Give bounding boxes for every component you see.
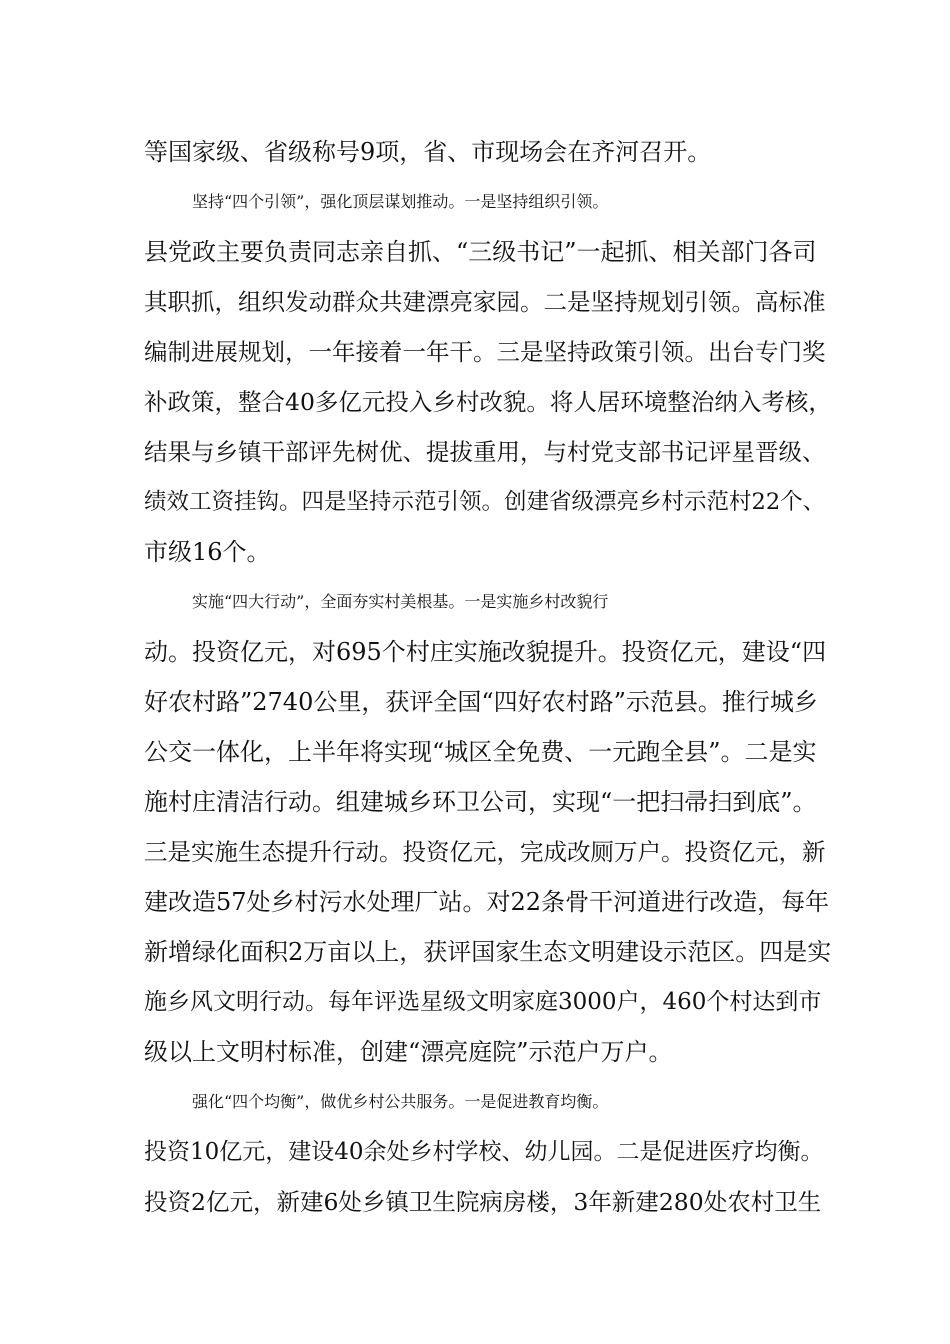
text-line: 施乡风文明行动。每年评选星级文明家庭3000户，460个村达到市 <box>144 989 822 1015</box>
text-line: 县党政主要负责同志亲自抓、“三级书记”一起抓、相关部门各司 <box>144 238 817 266</box>
text-line: 市级16个。 <box>144 538 271 566</box>
text-line: 编制进展规划，一年接着一年干。三是坚持政策引领。出台专门奖 <box>144 338 826 366</box>
paragraph-first-line: 强化“四个均衡”，做优乡村公共服务。一是促进教育均衡。 <box>192 1092 609 1111</box>
text-line: 绩效工资挂钩。四是坚持示范引领。创建省级漂亮乡村示范村22个、 <box>144 489 826 515</box>
text-line: 好农村路”2740公里，获评全国“四好农村路”示范县。推行城乡 <box>144 688 818 716</box>
text-line: 等国家级、省级称号9项，省、市现场会在齐河召开。 <box>144 138 712 166</box>
text-line: 补政策，整合40多亿元投入乡村改貌。将人居环境整治纳入考核， <box>144 388 832 416</box>
text-line: 投资10亿元，建设40余处乡村学校、幼儿园。二是促进医疗均衡。 <box>144 1139 824 1165</box>
paragraph-first-line: 实施“四大行动”，全面夯实村美根基。一是实施乡村改貌行 <box>192 592 609 611</box>
text-line: 结果与乡镇干部评先树优、提拔重用，与村党支部书记评星晋级、 <box>144 438 826 466</box>
text-line: 级以上文明村标准，创建“漂亮庭院”示范户万户。 <box>144 1038 673 1066</box>
text-line: 其职抓，组织发动群众共建漂亮家园。二是坚持规划引领。高标准 <box>144 288 826 316</box>
text-line: 三是实施生态提升行动。投资亿元，完成改厕万户。投资亿元，新 <box>144 838 826 866</box>
text-line: 投资2亿元，新建6处乡镇卫生院病房楼，3年新建280处农村卫生 <box>144 1188 822 1216</box>
text-line: 新增绿化面积2万亩以上，获评国家生态文明建设示范区。四是实 <box>144 938 832 966</box>
text-line: 建改造57处乡村污水处理厂站。对22条骨干河道进行改造，每年 <box>144 888 830 916</box>
text-line: 动。投资亿元，对695个村庄实施改貌提升。投资亿元，建设“四 <box>144 638 827 666</box>
text-line: 公交一体化，上半年将实现“城区全免费、一元跑全县”。二是实 <box>144 738 817 766</box>
text-line: 施村庄清洁行动。组建城乡环卫公司，实现“一把扫帚扫到底”。 <box>144 788 817 816</box>
paragraph-first-line: 坚持“四个引领”，强化顶层谋划推动。一是坚持组织引领。 <box>192 192 609 211</box>
